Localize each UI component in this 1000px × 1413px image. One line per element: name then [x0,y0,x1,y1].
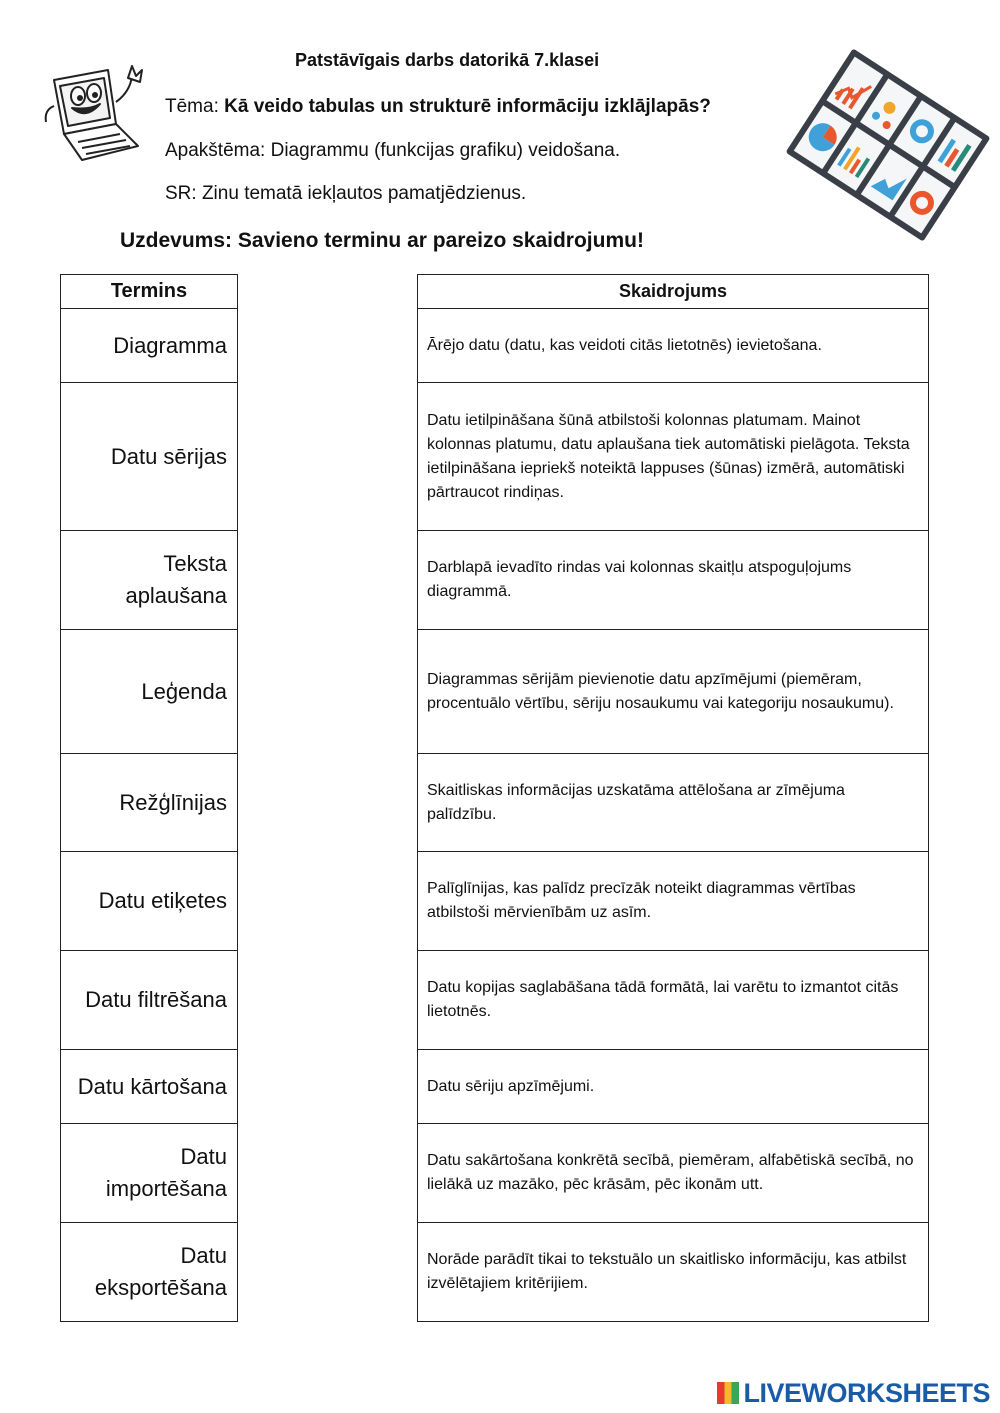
definition-cell[interactable]: Ārējo datu (datu, kas veidoti citās lietotnēs) ievietošana. [418,309,929,383]
definition-cell[interactable]: Datu ietilpināšana šūnā atbilstoši kolonnas platumam. Mainot kolonnas platumu, datu aplaušana tiek automātiski pielāgota. Teksta ietilpināšana iepriekš noteiktā lappuses (šūnas) izmērā, automātiski pārtraucot rindiņas. [418,383,929,531]
definition-cell[interactable]: Darblapā ievadīto rindas vai kolonnas skaitļu atspoguļojums diagrammā. [418,531,929,630]
definition-cell[interactable]: Skaitliskas informācijas uzskatāma attēlošana ar zīmējuma palīdzību. [418,754,929,852]
definitions-header: Skaidrojums [418,275,929,309]
definition-cell[interactable]: Datu sakārtošana konkrētā secībā, piemēram, alfabētiskā secībā, no lielākā uz mazāko, pēc krāsām, pēc ikonām utt. [418,1124,929,1223]
term-cell[interactable]: Datu etiķetes [61,852,238,951]
term-cell[interactable]: Režģlīnijas [61,754,238,852]
logo-icon [717,1382,739,1404]
definitions-table [417,274,929,1322]
term-cell[interactable]: Datu kārtošana [61,1050,238,1124]
definition-cell[interactable]: Palīglīnijas, kas palīdz precīzāk noteikt diagrammas vērtības atbilstoši mērvienībām uz asīm. [418,852,929,951]
terms-header: Termins [61,275,238,309]
term-cell[interactable]: Teksta aplaušana [61,531,238,630]
term-cell[interactable]: Datu filtrēšana [61,951,238,1050]
topic-label: Tēma: [165,96,225,117]
learning-outcome: SR: Zinu tematā iekļautos pamatjēdzienus. [165,183,527,204]
laptop-mascot-icon [42,62,154,172]
liveworksheets-logo [717,1378,990,1409]
chart-dashboard-icon [780,45,996,245]
term-cell[interactable]: Leģenda [61,630,238,754]
definition-cell[interactable]: Diagrammas sērijām pievienotie datu apzīmējumi (piemēram, procentuālo vērtību, sēriju nosaukumu vai kategoriju nosaukumu). [418,630,929,754]
definition-cell[interactable]: Datu sēriju apzīmējumi. [418,1050,929,1124]
topic-line [165,96,711,118]
page-title: Patstāvīgais darbs datorikā 7.klasei [295,50,600,70]
term-cell[interactable]: Datu sērijas [61,383,238,531]
definition-cell[interactable]: Norāde parādīt tikai to tekstuālo un skaitlisko informāciju, kas atbilst izvēlētajiem kritērijiem. [418,1223,929,1322]
topic-text: Kā veido tabulas un strukturē informāciju izklājlapās? [224,96,711,117]
subtopic-line: Apakštēma: Diagrammu (funkcijas grafiku) veidošana. [165,140,621,161]
definition-cell[interactable]: Datu kopijas saglabāšana tādā formātā, lai varētu to izmantot citās lietotnēs. [418,951,929,1050]
term-cell[interactable]: Diagramma [61,309,238,383]
term-cell[interactable]: Datu eksportēšana [61,1223,238,1322]
logo-text: LIVEWORKSHEETS [743,1378,990,1408]
term-cell[interactable]: Datu importēšana [61,1124,238,1223]
task-instruction: Uzdevums: Savieno terminu ar pareizo skaidrojumu! [120,229,644,252]
terms-table [60,274,238,1322]
